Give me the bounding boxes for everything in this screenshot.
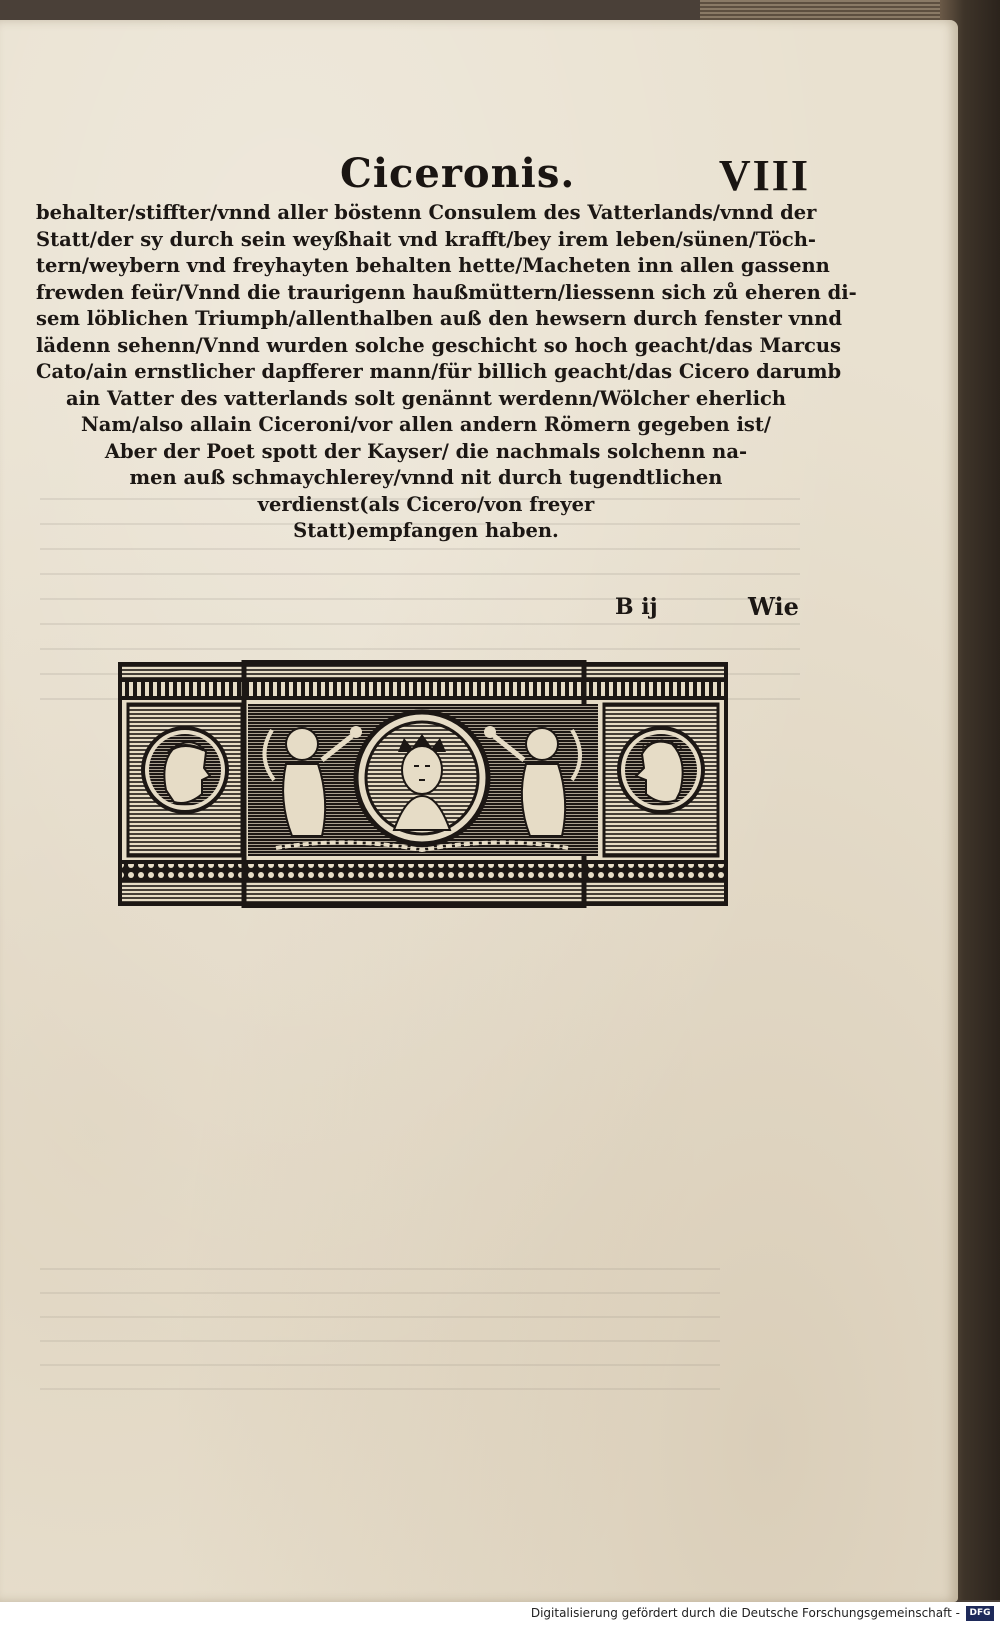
body-text xyxy=(36,200,857,545)
woodcut-frieze xyxy=(116,660,730,908)
text-line: sem löblichen Triumph/allenthalben auß den hewsern durch fenster vnnd xyxy=(36,307,842,330)
text-line: behalter/stiffter/vnnd aller böstenn Consulem des Vatterlands/vnnd der xyxy=(36,201,817,224)
text-line: men auß schmaychlerey/vnnd nit durch tugendtlichen xyxy=(129,466,723,489)
text-line: Nam/also allain Ciceroni/vor allen andern Römern gegeben ist/ xyxy=(80,413,772,436)
running-title: Ciceronis. xyxy=(340,150,576,197)
text-line: Aber der Poet spott der Kayser/ die nachmals solchenn na- xyxy=(104,439,748,463)
catchword: Wie xyxy=(748,592,799,621)
text-line: frewden feür/Vnnd die traurigenn haußmüttern/liessenn sich zů eheren di- xyxy=(36,280,857,304)
text-line: verdienst(als Cicero/von freyer xyxy=(257,492,595,516)
text-line: tern/weybern vnd freyhayten behalten hette/Macheten inn allen gassenn xyxy=(36,254,830,277)
text-line: Statt)empfangen haben. xyxy=(293,519,559,542)
page-header xyxy=(340,150,810,200)
dfg-logo: DFG xyxy=(966,1606,994,1621)
footer-credit: Digitalisierung gefördert durch die Deutsche Forschungsgemeinschaft - xyxy=(530,1606,960,1620)
folio-number: VIII xyxy=(718,151,810,200)
book-page xyxy=(0,20,958,1602)
text-line: ain Vatter des vatterlands solt genännt werdenn/Wölcher eherlich xyxy=(65,386,787,410)
signature-mark: B ij xyxy=(615,594,658,620)
text-line: Cato/ain ernstlicher dapfferer mann/für billich geacht/das Cicero darumb xyxy=(36,360,842,383)
digitization-footer xyxy=(0,1602,1000,1626)
text-line: lädenn sehenn/Vnnd wurden solche geschicht so hoch geacht/das Marcus xyxy=(36,333,842,357)
text-line: Statt/der sy durch sein weyßhait vnd krafft/bey irem leben/sünen/Töch- xyxy=(36,227,816,251)
show-through-text-lower xyxy=(40,1260,720,1390)
